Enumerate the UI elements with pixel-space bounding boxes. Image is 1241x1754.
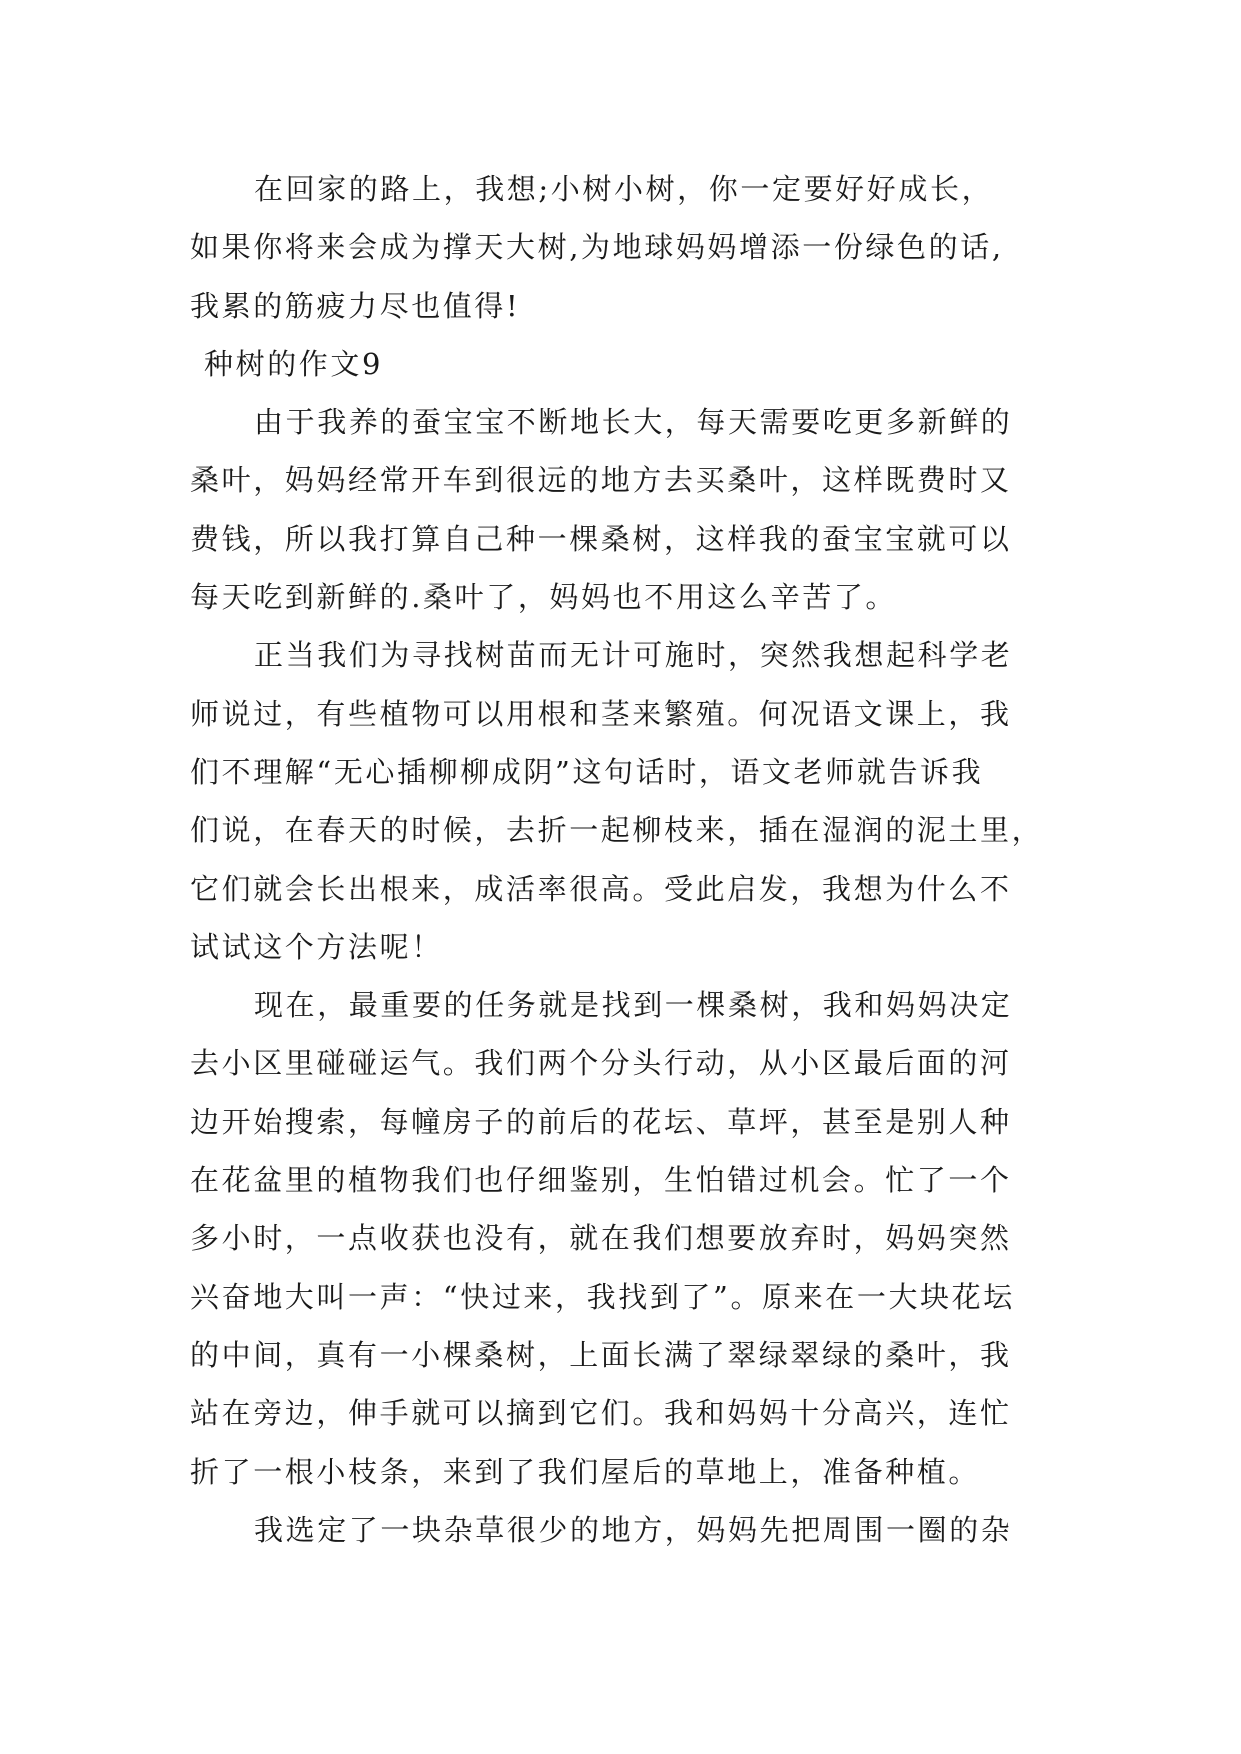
paragraph-line: 边开始搜索，每幢房子的前后的花坛、草坪，甚至是别人种 <box>190 1104 1012 1139</box>
paragraph-line: 折了一根小枝条，来到了我们屋后的草地上，准备种植。 <box>190 1454 981 1489</box>
paragraph-line: 每天吃到新鲜的.桑叶了，妈妈也不用这么辛苦了。 <box>190 580 898 615</box>
paragraph-line: 多小时，一点收获也没有，就在我们想要放弃时，妈妈突然 <box>190 1221 1012 1256</box>
paragraph-line: 我选定了一块杂草很少的地方，妈妈先把周围一圈的杂 <box>254 1512 1013 1547</box>
essay-title: 种树的作文9 <box>204 346 384 381</box>
paragraph-line: 桑叶，妈妈经常开车到很远的地方去买桑叶，这样既费时又 <box>190 463 1012 498</box>
paragraph-line: 们说，在春天的时候，去折一起柳枝来，插在湿润的泥土里， <box>190 813 1044 848</box>
essay-body <box>190 160 1090 1559</box>
paragraph-line: 在花盆里的植物我们也仔细鉴别，生怕错过机会。忙了一个 <box>190 1163 1012 1198</box>
paragraph-line: 由于我养的蚕宝宝不断地长大，每天需要吃更多新鲜的 <box>254 405 1013 440</box>
paragraph-line: 现在，最重要的任务就是找到一棵桑树，我和妈妈决定 <box>254 988 1013 1023</box>
paragraph-line: 费钱，所以我打算自己种一棵桑树，这样我的蚕宝宝就可以 <box>190 521 1012 556</box>
paragraph-line: 的中间，真有一小棵桑树，上面长满了翠绿翠绿的桑叶，我 <box>190 1337 1012 1372</box>
paragraph-line: 我累的筋疲力尽也值得! <box>190 288 521 323</box>
paragraph-line: 试试这个方法呢！ <box>190 929 443 964</box>
paragraph-line: 去小区里碰碰运气。我们两个分头行动，从小区最后面的河 <box>190 1046 1012 1081</box>
paragraph-line: 站在旁边，伸手就可以摘到它们。我和妈妈十分高兴，连忙 <box>190 1396 1012 1431</box>
paragraph-line: 如果你将来会成为撑天大树,为地球妈妈增添一份绿色的话, <box>190 230 1004 265</box>
paragraph-line: 正当我们为寻找树苗而无计可施时，突然我想起科学老 <box>254 638 1013 673</box>
paragraph-line: 兴奋地大叫一声：“快过来，我找到了”。原来在一大块花坛 <box>190 1279 1015 1314</box>
paragraph-line: 它们就会长出根来，成活率很高。受此启发，我想为什么不 <box>190 871 1012 906</box>
paragraph-line: 师说过，有些植物可以用根和茎来繁殖。何况语文课上，我 <box>190 696 1012 731</box>
paragraph-line: 们不理解“无心插柳柳成阴”这句话时，语文老师就告诉我 <box>190 754 984 789</box>
paragraph-line: 在回家的路上，我想;小树小树，你一定要好好成长， <box>254 172 994 206</box>
